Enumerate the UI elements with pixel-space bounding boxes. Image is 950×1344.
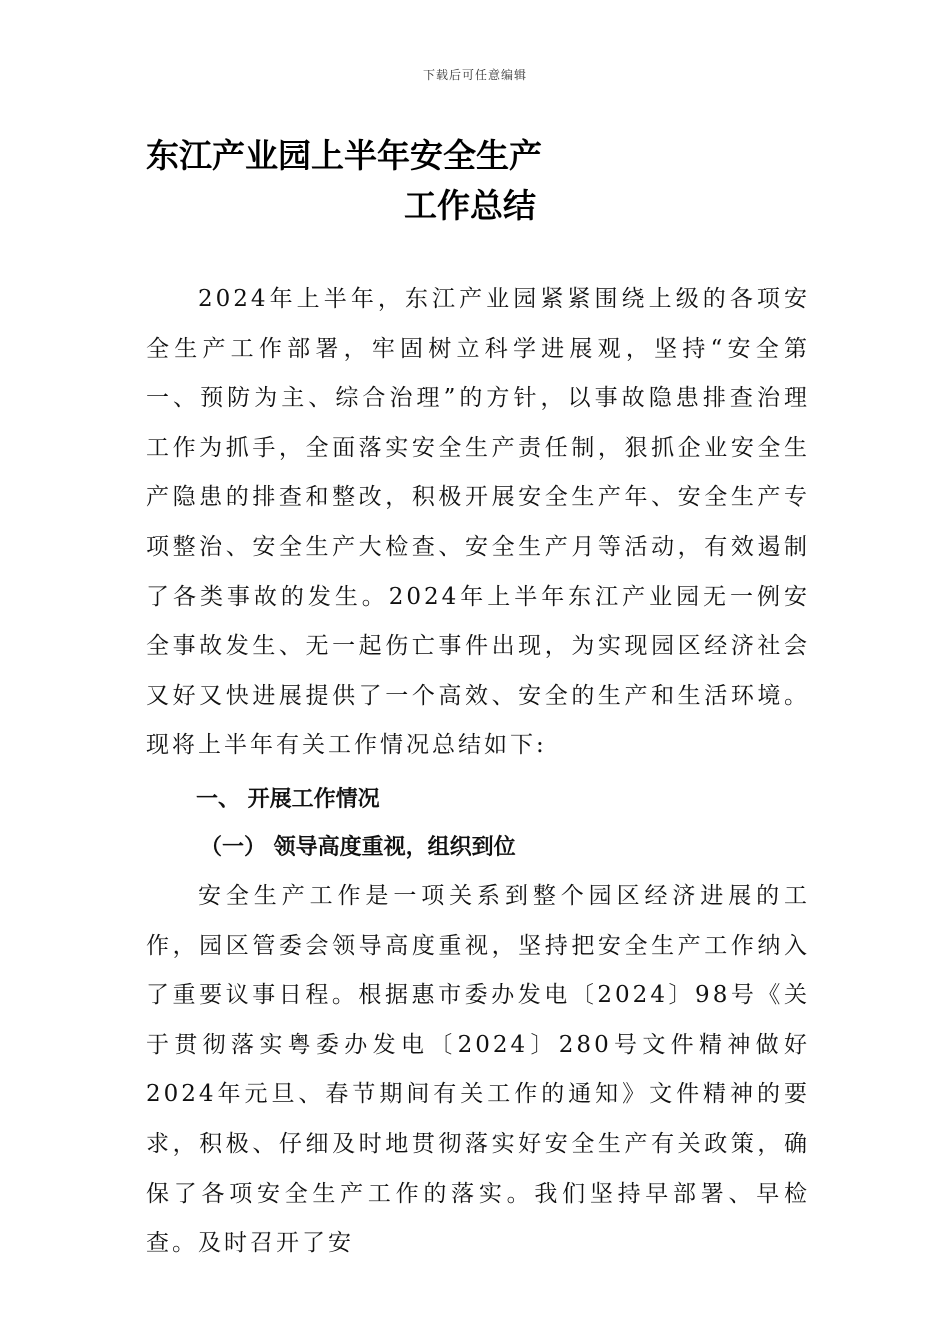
document-title-line-2: 工作总结 bbox=[404, 186, 536, 225]
document-title-line-1: 东江产业园上半年安全生产 bbox=[146, 136, 542, 175]
subsection-heading-1: （一） 领导高度重视，组织到位 bbox=[200, 835, 516, 860]
intro-paragraph: 2024年上半年，东江产业园紧紧围绕上级的各项安全生产工作部署，牢固树立科学进展观，坚持“安全第一、预防为主、综合治理”的方针，以事故隐患排查治理工作为抓手，全面落实安全生产责任制，狠抓企业安全生产隐患的排查和整改，积极开展安全生产年、安全生产专项整治、安全生产大检查、安全生产月等活动，有效遏制了各类事故的发生。2024年上半年东江产业园无一例安全事故发生、无一起伤亡事件出现，为实现园区经济社会又好又快进展提供了一个高效、安全的生产和生活环境。现将上半年有关工作情况总结如下: bbox=[146, 286, 810, 759]
section-1-paragraph: 安全生产工作是一项关系到整个园区经济进展的工作，园区管委会领导高度重视，坚持把安全生产工作纳入了重要议事日程。根据惠市委办发电〔2024〕98号《关于贯彻落实粤委办发电〔2024〕280号文件精神做好2024年元旦、春节期间有关工作的通知》文件精神的要求，积极、仔细及时地贯彻落实好安全生产有关政策，确保了各项安全生产工作的落实。我们坚持早部署、早检查。及时召开了安 bbox=[146, 883, 810, 1257]
header-note: 下载后可任意编辑 bbox=[422, 68, 527, 82]
section-heading-1: 一、 开展工作情况 bbox=[196, 787, 380, 812]
